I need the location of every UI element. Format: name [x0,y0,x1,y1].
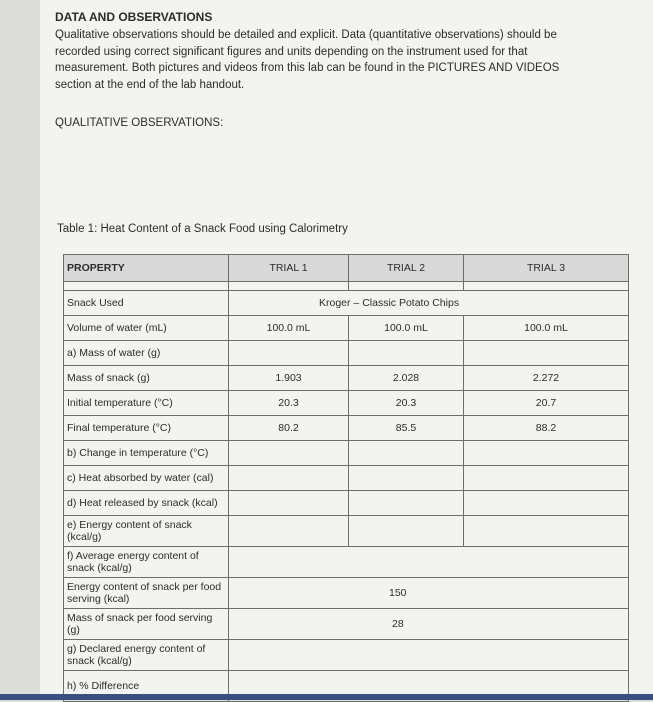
qualitative-observations-label: QUALITATIVE OBSERVATIONS: [55,117,223,129]
trial-2-cell: 2.028 [349,366,464,391]
table-row [64,466,629,491]
trial-2-cell [349,491,464,516]
table-row [64,366,629,391]
instructions-paragraph: Qualitative observations should be detailed and explicit. Data (quantitative observations) should be recorded using correct significant figures and units depending on the instrument used for that measurement. Both pictures and videos from this lab can be found in the PICTURES AND VIDEOS section at the end of the lab handout. [55,27,575,93]
row-label: c) Heat absorbed by water (cal) [64,466,229,491]
trial-1-cell [229,491,349,516]
merged-value-cell [229,547,629,578]
trial-1-cell [229,341,349,366]
bottom-edge-strip [0,694,653,700]
row-label: b) Change in temperature (°C) [64,441,229,466]
row-label: Mass of snack (g) [64,366,229,391]
row-label: h) % Difference [64,671,229,702]
trial-2-cell: 20.3 [349,391,464,416]
trial-3-cell: 88.2 [464,416,629,441]
snack-used-value: Kroger – Classic Potato Chips [229,291,629,316]
table-row-merged [64,578,629,609]
merged-value-cell: 150 [229,578,629,609]
table-row [64,441,629,466]
trial-2-cell [349,441,464,466]
table-row-snack-used [64,291,629,316]
row-label: Snack Used [64,291,229,316]
header-property: PROPERTY [64,255,229,282]
trial-2-cell [349,516,464,547]
section-heading: DATA AND OBSERVATIONS [55,10,212,24]
row-label: Volume of water (mL) [64,316,229,341]
row-label: g) Declared energy content of snack (kcal/g) [64,640,229,671]
table-header-row [64,255,629,282]
trial-2-cell [349,341,464,366]
table-row [64,516,629,547]
trial-1-cell [229,516,349,547]
row-label: Mass of snack per food serving (g) [64,609,229,640]
trial-3-cell [464,516,629,547]
row-label: e) Energy content of snack (kcal/g) [64,516,229,547]
trial-1-cell [229,441,349,466]
table-row [64,341,629,366]
row-label: Initial temperature (°C) [64,391,229,416]
trial-1-cell: 1.903 [229,366,349,391]
table-row [64,316,629,341]
merged-value-cell: 28 [229,609,629,640]
table-row-merged [64,547,629,578]
trial-3-cell [464,341,629,366]
row-label: Final temperature (°C) [64,416,229,441]
merged-value-cell [229,640,629,671]
row-label: f) Average energy content of snack (kcal/g) [64,547,229,578]
trial-2-cell: 100.0 mL [349,316,464,341]
table-row [64,491,629,516]
trial-3-cell [464,441,629,466]
row-label: a) Mass of water (g) [64,341,229,366]
table-row [64,416,629,441]
table-row [64,391,629,416]
trial-2-cell: 85.5 [349,416,464,441]
trial-2-cell [349,466,464,491]
table-spacer-row [64,282,629,291]
table-row-merged [64,640,629,671]
trial-1-cell [229,466,349,491]
header-trial-1: TRIAL 1 [229,255,349,282]
trial-3-cell: 20.7 [464,391,629,416]
trial-3-cell: 100.0 mL [464,316,629,341]
trial-1-cell: 20.3 [229,391,349,416]
table-row-merged [64,609,629,640]
table-caption: Table 1: Heat Content of a Snack Food using Calorimetry [57,223,348,235]
trial-3-cell [464,466,629,491]
row-label: d) Heat released by snack (kcal) [64,491,229,516]
document-page [40,0,653,700]
header-trial-2: TRIAL 2 [349,255,464,282]
trial-1-cell: 80.2 [229,416,349,441]
row-label: Energy content of snack per food serving (kcal) [64,578,229,609]
trial-3-cell [464,491,629,516]
calorimetry-table [63,254,629,702]
trial-3-cell: 2.272 [464,366,629,391]
header-trial-3: TRIAL 3 [464,255,629,282]
trial-1-cell: 100.0 mL [229,316,349,341]
